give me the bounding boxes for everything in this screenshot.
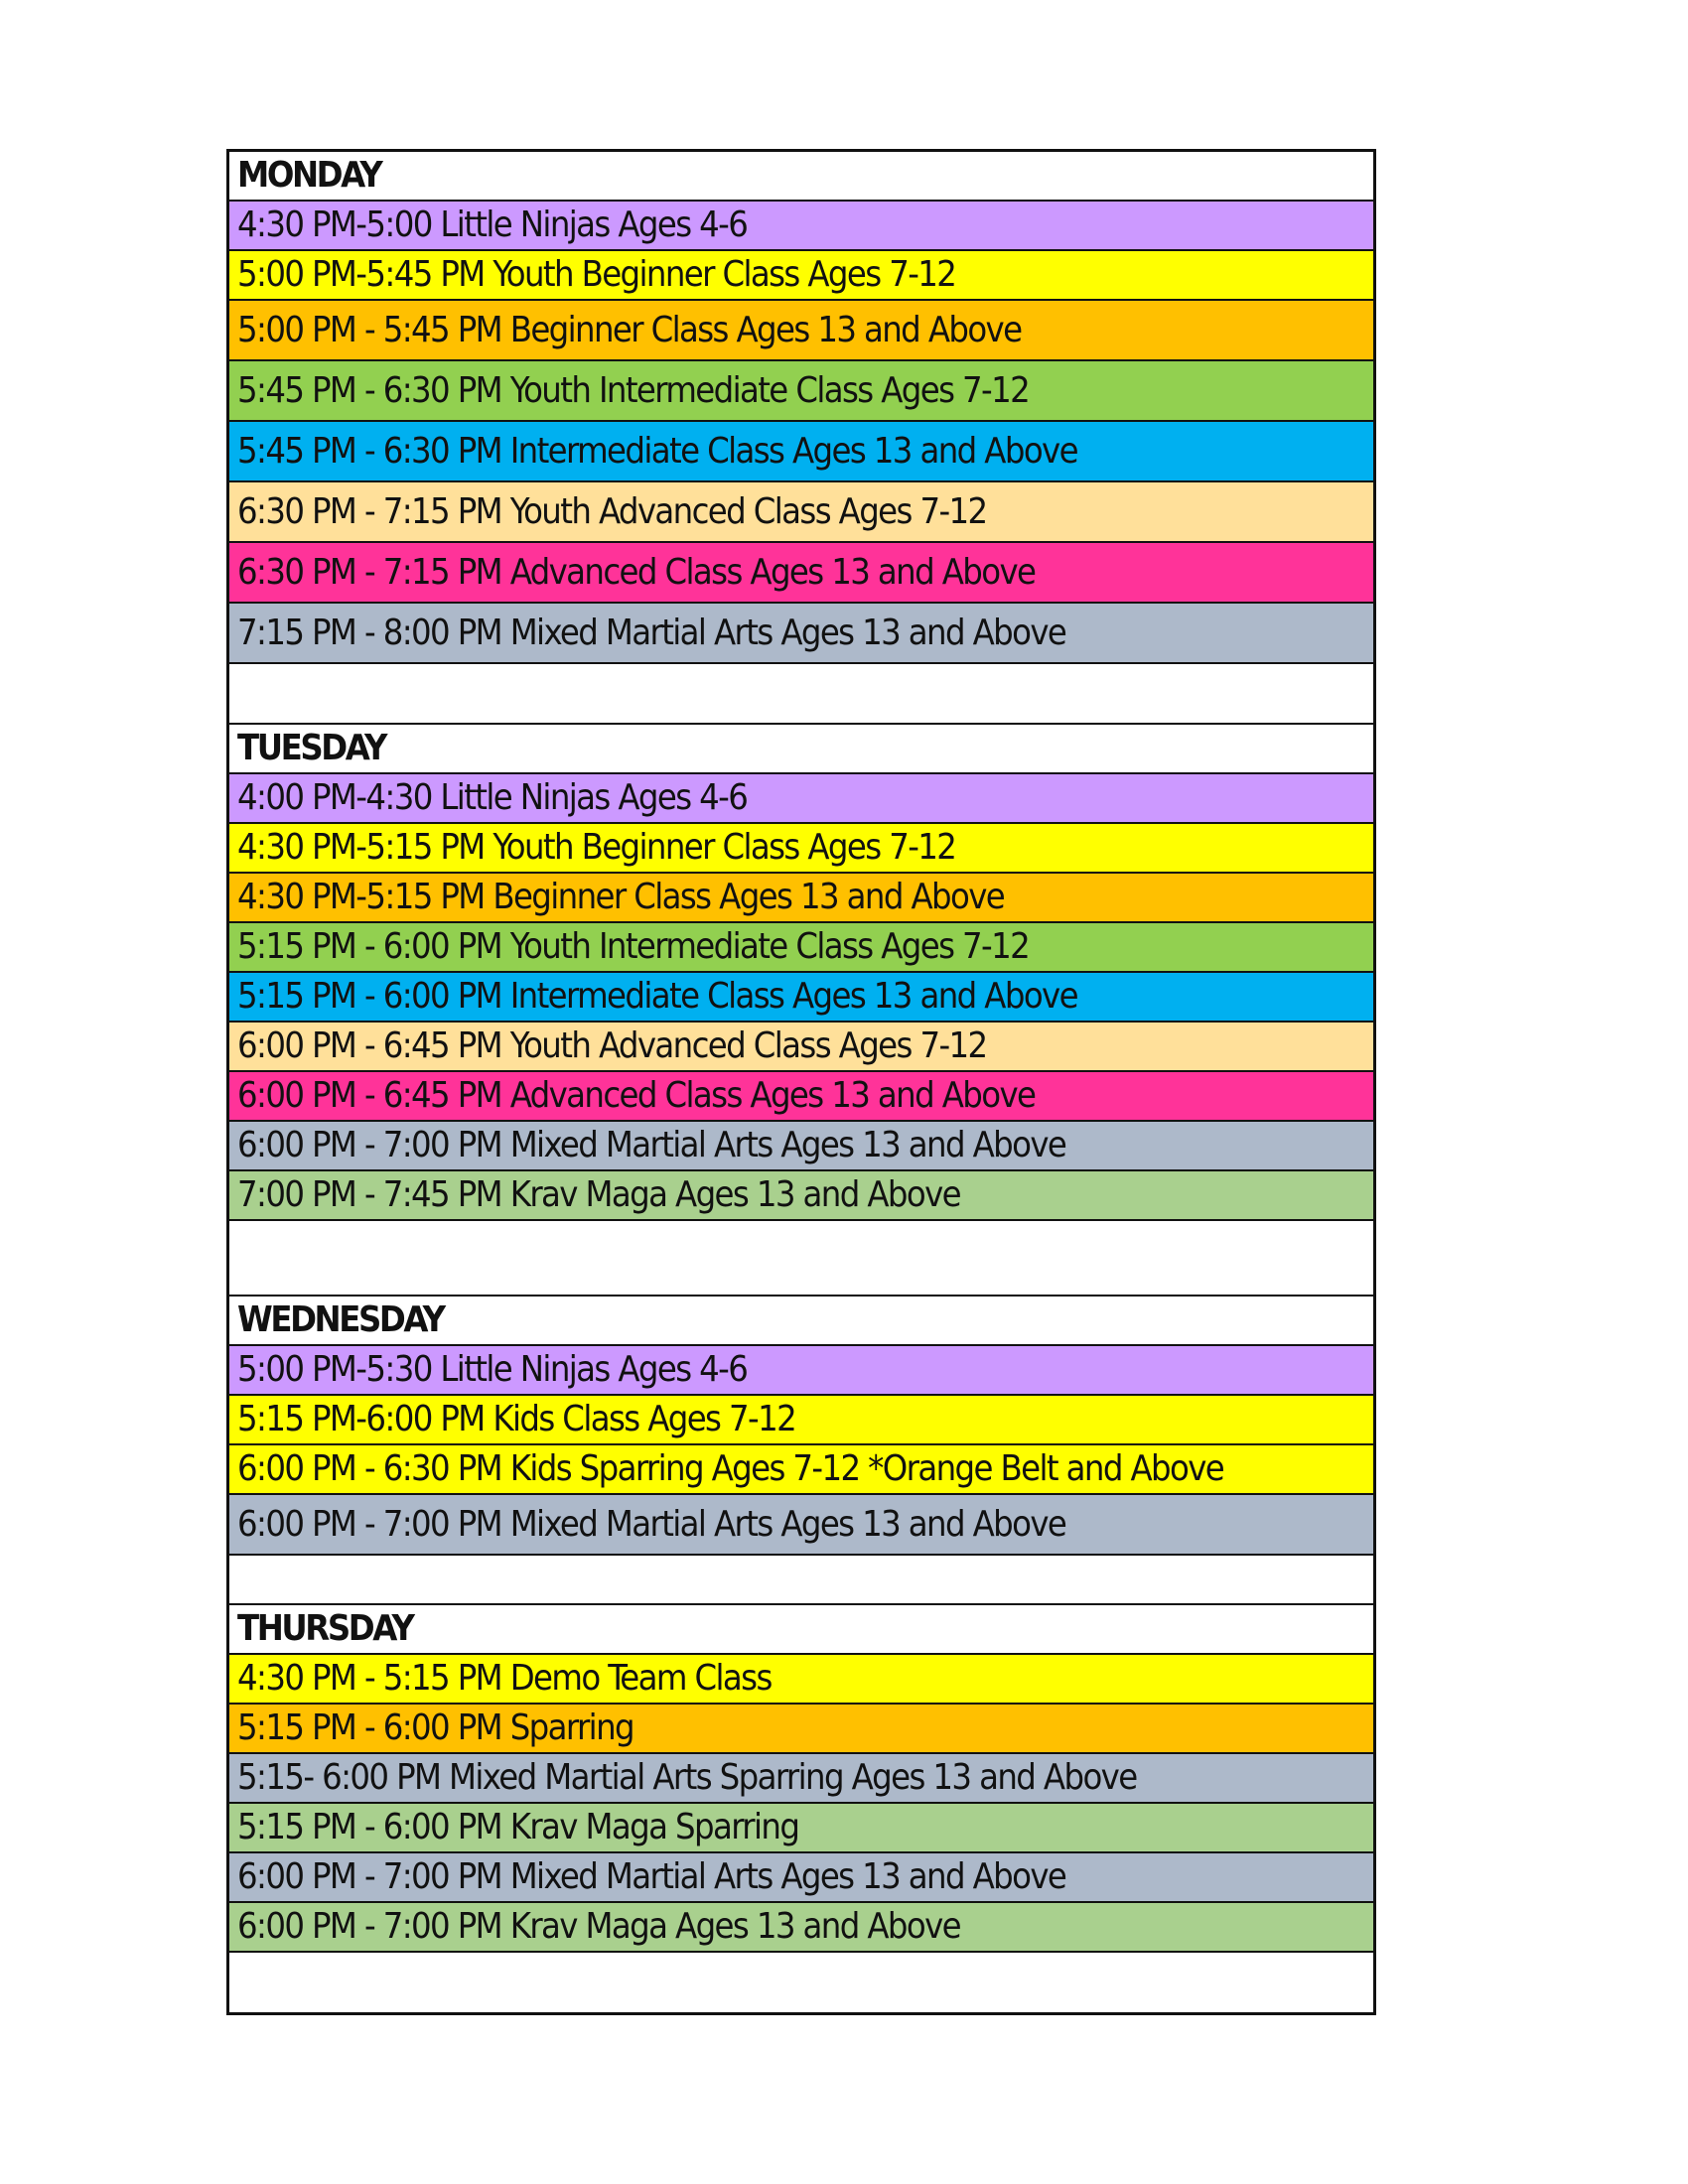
class-row: 4:30 PM-5:15 PM Youth Beginner Class Ages 7-12 xyxy=(229,824,1373,874)
day-header-monday: MONDAY xyxy=(229,152,1373,202)
class-row: 7:00 PM - 7:45 PM Krav Maga Ages 13 and Above xyxy=(229,1171,1373,1221)
class-row: 6:00 PM - 7:00 PM Mixed Martial Arts Ages 13 and Above xyxy=(229,1495,1373,1556)
class-row: 6:30 PM - 7:15 PM Youth Advanced Class Ages 7-12 xyxy=(229,482,1373,543)
spacer-row xyxy=(229,664,1373,725)
class-row: 5:00 PM-5:30 Little Ninjas Ages 4-6 xyxy=(229,1346,1373,1396)
class-row: 6:00 PM - 6:30 PM Kids Sparring Ages 7-12 *Orange Belt and Above xyxy=(229,1445,1373,1495)
spacer-row xyxy=(229,1556,1373,1605)
class-row: 5:15 PM-6:00 PM Kids Class Ages 7-12 xyxy=(229,1396,1373,1445)
class-row: 6:30 PM - 7:15 PM Advanced Class Ages 13 and Above xyxy=(229,543,1373,604)
class-row: 4:30 PM - 5:15 PM Demo Team Class xyxy=(229,1655,1373,1705)
class-row: 5:15 PM - 6:00 PM Intermediate Class Ages 13 and Above xyxy=(229,973,1373,1023)
class-row: 5:45 PM - 6:30 PM Intermediate Class Ages 13 and Above xyxy=(229,422,1373,482)
day-header-thursday: THURSDAY xyxy=(229,1605,1373,1655)
class-row: 5:15 PM - 6:00 PM Youth Intermediate Class Ages 7-12 xyxy=(229,923,1373,973)
class-row: 6:00 PM - 6:45 PM Youth Advanced Class Ages 7-12 xyxy=(229,1023,1373,1072)
schedule-table xyxy=(226,149,1376,2015)
day-header-wednesday: WEDNESDAY xyxy=(229,1297,1373,1346)
class-row: 5:45 PM - 6:30 PM Youth Intermediate Class Ages 7-12 xyxy=(229,361,1373,422)
spacer-row xyxy=(229,1953,1373,2012)
class-row: 6:00 PM - 7:00 PM Mixed Martial Arts Ages 13 and Above xyxy=(229,1122,1373,1171)
class-row: 4:30 PM-5:15 PM Beginner Class Ages 13 and Above xyxy=(229,874,1373,923)
class-row: 6:00 PM - 7:00 PM Mixed Martial Arts Ages 13 and Above xyxy=(229,1853,1373,1903)
class-row: 5:00 PM - 5:45 PM Beginner Class Ages 13 and Above xyxy=(229,301,1373,361)
class-row: 4:00 PM-4:30 Little Ninjas Ages 4-6 xyxy=(229,774,1373,824)
class-row: 4:30 PM-5:00 Little Ninjas Ages 4-6 xyxy=(229,202,1373,251)
class-row: 5:00 PM-5:45 PM Youth Beginner Class Ages 7-12 xyxy=(229,251,1373,301)
class-row: 5:15 PM - 6:00 PM Sparring xyxy=(229,1705,1373,1754)
spacer-row xyxy=(229,1221,1373,1297)
class-row: 7:15 PM - 8:00 PM Mixed Martial Arts Ages 13 and Above xyxy=(229,604,1373,664)
day-header-tuesday: TUESDAY xyxy=(229,725,1373,774)
class-row: 5:15 PM - 6:00 PM Krav Maga Sparring xyxy=(229,1804,1373,1853)
class-row: 6:00 PM - 6:45 PM Advanced Class Ages 13 and Above xyxy=(229,1072,1373,1122)
class-row: 5:15- 6:00 PM Mixed Martial Arts Sparring Ages 13 and Above xyxy=(229,1754,1373,1804)
class-row: 6:00 PM - 7:00 PM Krav Maga Ages 13 and Above xyxy=(229,1903,1373,1953)
